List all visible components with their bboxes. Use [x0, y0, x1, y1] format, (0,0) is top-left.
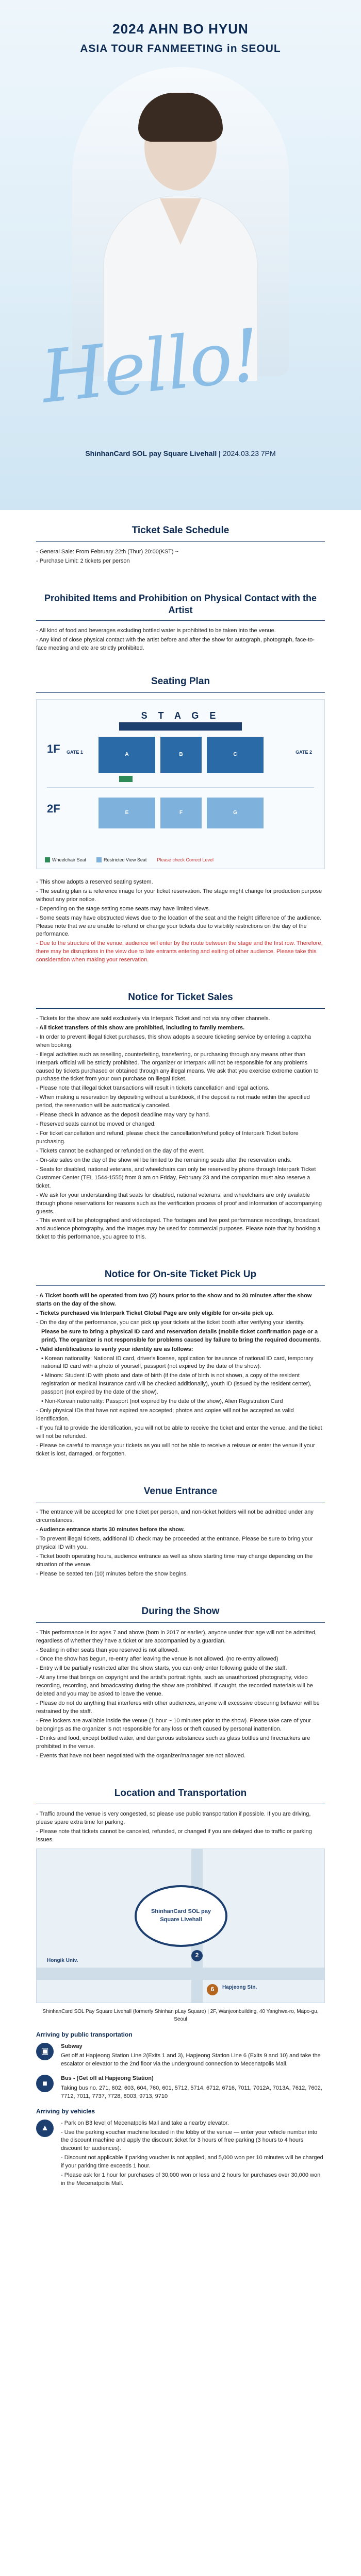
map-station-label: Hongik Univ.	[47, 1958, 78, 1964]
pickup-item: - Please be careful to manage your tickets as you will not be able to receive a reissue or enter the venue if your ticket is lost, damaged, or forgotten.	[36, 1442, 315, 1457]
entrance-item: - To prevent illegal tickets, additional ID check may be proceeded at the entrance. Please be sure to bring your physical ID with you.	[36, 1536, 313, 1551]
during-item: - Free lockers are available inside the venue (1 hour ~ 10 minutes prior to the show). Please take care of your belongings as the organizer is not responsible for any loss or theft caused by personal inattention.	[36, 1718, 311, 1732]
during-item: - Events that have not been negotiated with the organizer/manager are not allowed.	[36, 1752, 246, 1759]
during-item: - Once the show has begun, re-entry after leaving the venue is not allowed. (no re-entry allowed)	[36, 1656, 278, 1663]
seating-section	[0, 665, 361, 874]
seating-map	[36, 699, 325, 869]
during-item: - Entry will be partially restricted after the show starts, you can only enter following guide of the staff.	[36, 1665, 287, 1672]
legend-swatch	[96, 857, 102, 862]
schedule-title: Ticket Sale Schedule	[132, 525, 229, 536]
divider	[36, 541, 325, 542]
seat-note: - Some seats may have obstructed views due to the location of the seat and the height difference of the audience. Please note that we are unable to refund or change your tickets due to visibility restrictions on the day of the performance.	[36, 914, 322, 938]
entrance-item: - Audience entrance starts 30 minutes before the show.	[36, 1527, 185, 1533]
metro-line-2-icon: 2	[191, 1950, 203, 1961]
sales-item: - We ask for your understanding that seats for disabled, national veterans, and wheelchairs are only available through phone reservations for reasons such as the verification process of proof and information of accompanying guests.	[36, 1192, 322, 1215]
prohibited-section	[0, 578, 361, 666]
vehicle-item: - Park on B3 level of Mecenatpolis Mall and take a nearby elevator.	[61, 2120, 229, 2126]
divider	[36, 1008, 325, 1009]
hello-lettering: Hello!	[37, 313, 264, 420]
sales-item: - All ticket transfers of this show are prohibited, including to family members.	[36, 1024, 245, 1031]
pickup-item: • Minors: Student ID with photo and date of birth (if the date of birth is not shown, a copy of the resident registration or medical insurance card will be checked additionally), youth ID (issued by the resident center), passport (not expired by the date of the show).	[41, 1372, 311, 1396]
seat-note: - This show adopts a reserved seating system.	[36, 878, 153, 885]
sales-item: - This event will be photographed and videotaped. The footages and live post performance recordings, broadcast, and audience photography, and the images may be used for commercial purposes. Please note that by booking a ticket to this performance, you agree to this.	[36, 1217, 321, 1241]
pickup-item: • Korean nationality: National ID card, driver's license, application for issuance of national ID card, temporary national ID card with a photo of yourself, passport (not expired by the date of the show).	[41, 1355, 314, 1370]
during-section	[0, 1591, 361, 1773]
prohibited-title: Prohibited Items and Prohibition on Physical Contact with the Artist	[44, 592, 317, 615]
pickup-item: - Valid identifications to verify your identity are as follows:	[36, 1346, 193, 1352]
bus-info	[36, 2075, 325, 2101]
sales-section	[0, 977, 361, 1254]
seat-block-e: E	[99, 798, 155, 828]
sales-item: - Reserved seats cannot be moved or changed.	[36, 1121, 156, 1128]
during-item: - Seating in other seats than you reserved is not allowed.	[36, 1647, 179, 1653]
stage-bar	[119, 722, 242, 731]
during-item: - Drinks and food, except bottled water, and dangerous substances such as glass bottles and firecrackers are prohibited in the venue.	[36, 1735, 310, 1750]
sales-item: - Tickets for the show are sold exclusively via Interpark Ticket and not via any other channels.	[36, 1015, 270, 1022]
sales-item: - Illegal activities such as reselling, counterfeiting, transferring, or purchasing through any means other than Interpark official will be strictly prohibited. The organizer or Interpark will not be responsible for any problems caused by tickets purchased or obtained through any illegal means. We ask that you exercise extreme caution to purchase the ticket from your own purchase on illegal ticket.	[36, 1051, 319, 1082]
floor-1-label: 1F	[47, 742, 60, 755]
seat-block-f: F	[160, 798, 202, 828]
legend-wheelchair	[45, 857, 86, 863]
divider	[36, 1622, 325, 1623]
vehicle-item: - Use the parking voucher machine located in the lobby of the venue — enter your vehicle number into the discount machine and apply the discount ticket for 3 hours of free parking (3 hours to 4 hours discount for audiences).	[61, 2129, 318, 2152]
prohibited-item: - All kind of food and beverages excluding bottled water is prohibited to be taken into the venue.	[36, 628, 276, 634]
sales-item: - In order to prevent illegal ticket purchases, this show adopts a secure ticketing service by entering a captcha when booking.	[36, 1033, 311, 1048]
stage-label: S T A G E	[141, 710, 220, 721]
during-item: - This performance is for ages 7 and above (born in 2017 or earlier), anyone under that age will not be admitted, regardless of whether they have a ticket or are accompanied by a guardian.	[36, 1629, 317, 1644]
gate-2-label: GATE 2	[296, 749, 312, 755]
sales-item: - On-site sales on the day of the show will be limited to the remaining seats after the reservation ends.	[36, 1157, 292, 1163]
legend-restricted-label: Restricted View Seat	[104, 857, 147, 862]
pickup-item: - If you fail to provide the identification, you will not be able to receive the ticket and enter the venue, and the ticket will not be refunded.	[36, 1425, 322, 1439]
artist-hair	[138, 93, 223, 142]
seat-block-g: G	[207, 798, 264, 828]
hero-info	[0, 448, 361, 459]
subway-title: Subway	[61, 2043, 83, 2049]
floor-divider	[47, 787, 314, 788]
seat-note: - Due to the structure of the venue, audience will enter by the route between the stage and the first row. Therefore, there may be disruptions in the view due to late entrants entering and exiting of other audience. Please take this consideration when making your reservation.	[36, 940, 323, 963]
vehicle-title: Arriving by vehicles	[36, 2108, 95, 2115]
pickup-item: - Only physical IDs that have not expired are accepted; photos and copies will not be accepted as valid identification.	[36, 1408, 294, 1422]
sales-item: - Please note that illegal ticket transactions will result in tickets cancellation and legal actions.	[36, 1085, 270, 1092]
pickup-item: Please be sure to bring a physical ID card and reservation details (mobile ticket confirmation page or a print). The organizer is not responsible for problems caused by failure to bring the required documents.	[41, 1328, 321, 1343]
vehicle-item: - Discount not applicable if parking voucher is not applied, and 5,000 won per 10 minutes will be charged if your parking time exceeds 1 hour.	[61, 2155, 323, 2170]
seat-note: - Depending on the stage setting some seats may have limited views.	[36, 905, 210, 912]
car-icon: ▲	[36, 2120, 54, 2137]
vehicle-info	[36, 2120, 325, 2190]
map-hapjeong-label: Hapjeong Stn.	[222, 1985, 257, 1991]
seat-note: - The seating plan is a reference image for your ticket reservation. The stage might change for production purpose without any prior notice.	[36, 888, 322, 903]
legend-swatch	[45, 857, 50, 862]
location-section	[0, 1773, 361, 2207]
bus-body: Taking bus no. 271, 602, 603, 604, 760, 601, 5712, 5714, 6712, 6716, 7011, 7012A, 7013A, 7612, 7602, 7712, 7011, 7737, 7728, 8003, 9713, 9710	[61, 2085, 322, 2100]
divider	[36, 1285, 325, 1286]
seat-block-b: B	[160, 737, 202, 773]
divider	[36, 620, 325, 621]
entrance-item: - The entrance will be accepted for one ticket per person, and non-ticket holders will not be admitted under any circumstances.	[36, 1509, 314, 1524]
map-road	[37, 1968, 324, 1980]
seat-block-c: C	[207, 737, 264, 773]
location-title: Location and Transportation	[114, 1787, 247, 1799]
bus-title: Bus - (Get off at Hapjeong Station)	[61, 2075, 154, 2082]
subway-icon: ▣	[36, 2043, 54, 2060]
legend-note: Please check Correct Level	[157, 857, 214, 862]
subway-info	[36, 2043, 325, 2069]
hero-venue: ShinhanCard SOL pay Square Livehall	[85, 449, 217, 457]
bus-icon: ■	[36, 2075, 54, 2092]
hero-title	[0, 20, 361, 57]
vehicle-item: - Please ask for 1 hour for purchases of 30,000 won or less and 2 hours for purchases over 30,000 won in the Mecenatpolis Mall.	[61, 2172, 321, 2187]
sales-title: Notice for Ticket Sales	[128, 992, 233, 1003]
hero-title-line1: 2024 AHN BO HYUN	[112, 21, 249, 37]
entrance-item: - Please be seated ten (10) minutes before the show begins.	[36, 1571, 188, 1578]
sales-item: - Tickets cannot be exchanged or refunded on the day of the event.	[36, 1147, 205, 1154]
entrance-item: - Ticket booth operating hours, audience entrance as well as show starting time may change depending on the situation of the venue.	[36, 1553, 313, 1568]
seating-legend	[45, 857, 316, 863]
prohibited-item: - Any kind of close physical contact with the artist before and after the show for autograph, photograph, face-to-face meeting and etc are strictly prohibited.	[36, 637, 315, 652]
sales-item: - Seats for disabled, national veterans, and wheelchairs can only be reserved by phone through Interpark Ticket Customer Center (TEL 1544-1555) from 8 am on Friday, February 23 and the companion must also reserve a ticket.	[36, 1166, 316, 1189]
seat-block-a: A	[99, 737, 155, 773]
sales-item: - When making a reservation by depositing without a bankbook, if the deposit is not made within the specified period, the reservation will be automatically canceled.	[36, 1094, 310, 1109]
map-venue-marker: ShinhanCard SOL pay Square Livehall	[135, 1885, 227, 1947]
hero-title-line2: ASIA TOUR FANMEETING in SEOUL	[80, 42, 281, 55]
pickup-item: - A Ticket booth will be operated from two (2) hours prior to the show and to 20 minutes after the show starts on the day of the show.	[36, 1292, 312, 1307]
location-item: - Traffic around the venue is very congested, so please use public transportation if possible. If you are driving, please spare extra time for parking.	[36, 1811, 311, 1826]
location-item: - Please note that tickets cannot be canceled, refunded, or changed if you are delayed due to traffic or parking issues.	[36, 1828, 312, 1843]
seat-notes-section	[0, 874, 361, 977]
public-transport-title: Arriving by public transportation	[36, 2031, 133, 2039]
during-item: - Please do not do anything that interferes with other audiences, anyone will excessive obscuring behavior will be restrained by the staff.	[36, 1700, 320, 1715]
venue-address: ShinhanCard SOL Pay Square Livehall (formerly Shinhan pLay Square) | 2F, Wanjeonbuilding, 40 Yanghwa-ro, Mapo-gu, Seoul	[42, 2009, 319, 2022]
during-title: During the Show	[141, 1605, 220, 1617]
sales-item: - For ticket cancellation and refund, please check the cancellation/refund policy of Interpark Ticket before purchasing.	[36, 1130, 299, 1145]
schedule-item: - Purchase Limit: 2 tickets per person	[36, 557, 130, 564]
pickup-title: Notice for On-site Ticket Pick Up	[104, 1269, 257, 1280]
legend-wheelchair-label: Wheelchair Seat	[52, 857, 87, 862]
hero-date: 2024.03.23 7PM	[222, 449, 276, 457]
entrance-section	[0, 1471, 361, 1591]
schedule-section	[0, 510, 361, 578]
legend-restricted	[96, 857, 146, 863]
metro-line-6-icon: 6	[207, 1984, 218, 1995]
location-map	[36, 1849, 325, 2003]
divider	[36, 692, 325, 693]
floor-2-label: 2F	[47, 802, 60, 815]
pickup-item: - Tickets purchased via Interpark Ticket Global Page are only eligible for on-site pick up.	[36, 1310, 274, 1316]
entrance-title: Venue Entrance	[143, 1485, 218, 1497]
hero-venue-line: ShinhanCard SOL pay Square Livehall | 2024.03.23 7PM	[85, 449, 276, 457]
seating-title: Seating Plan	[151, 676, 210, 687]
gate-1-label: GATE 1	[67, 749, 83, 755]
pickup-section	[0, 1254, 361, 1471]
hero-banner	[0, 0, 361, 510]
subway-body: Get off at Hapjeong Station Line 2(Exits 1 and 3), Hapjeong Station Line 6 (Exits 9 and 10) and take the escalator or elevator to the 2nd floor via the underground connection to Mecenatpolis Mall.	[61, 2053, 321, 2067]
pickup-item: • Non-Korean nationality: Passport (not expired by the date of the show), Alien Registration Card	[41, 1398, 283, 1405]
schedule-item: - General Sale: From February 22th (Thur) 20:00(KST) ~	[36, 548, 179, 555]
pickup-item: - On the day of the performance, you can pick up your tickets at the ticket booth after verifying your identity.	[36, 1319, 305, 1326]
during-item: - At any time that brings on copyright and the artist's portrait rights, such as unauthorized photography, video recording, recording, and broadcasting during the show are prohibited. If caught, the recorded materials will be deleted and you may be asked to leave the venue.	[36, 1674, 313, 1698]
sales-item: - Please check in advance as the deposit deadline may vary by hand.	[36, 1112, 210, 1118]
wheelchair-seat	[119, 776, 133, 782]
